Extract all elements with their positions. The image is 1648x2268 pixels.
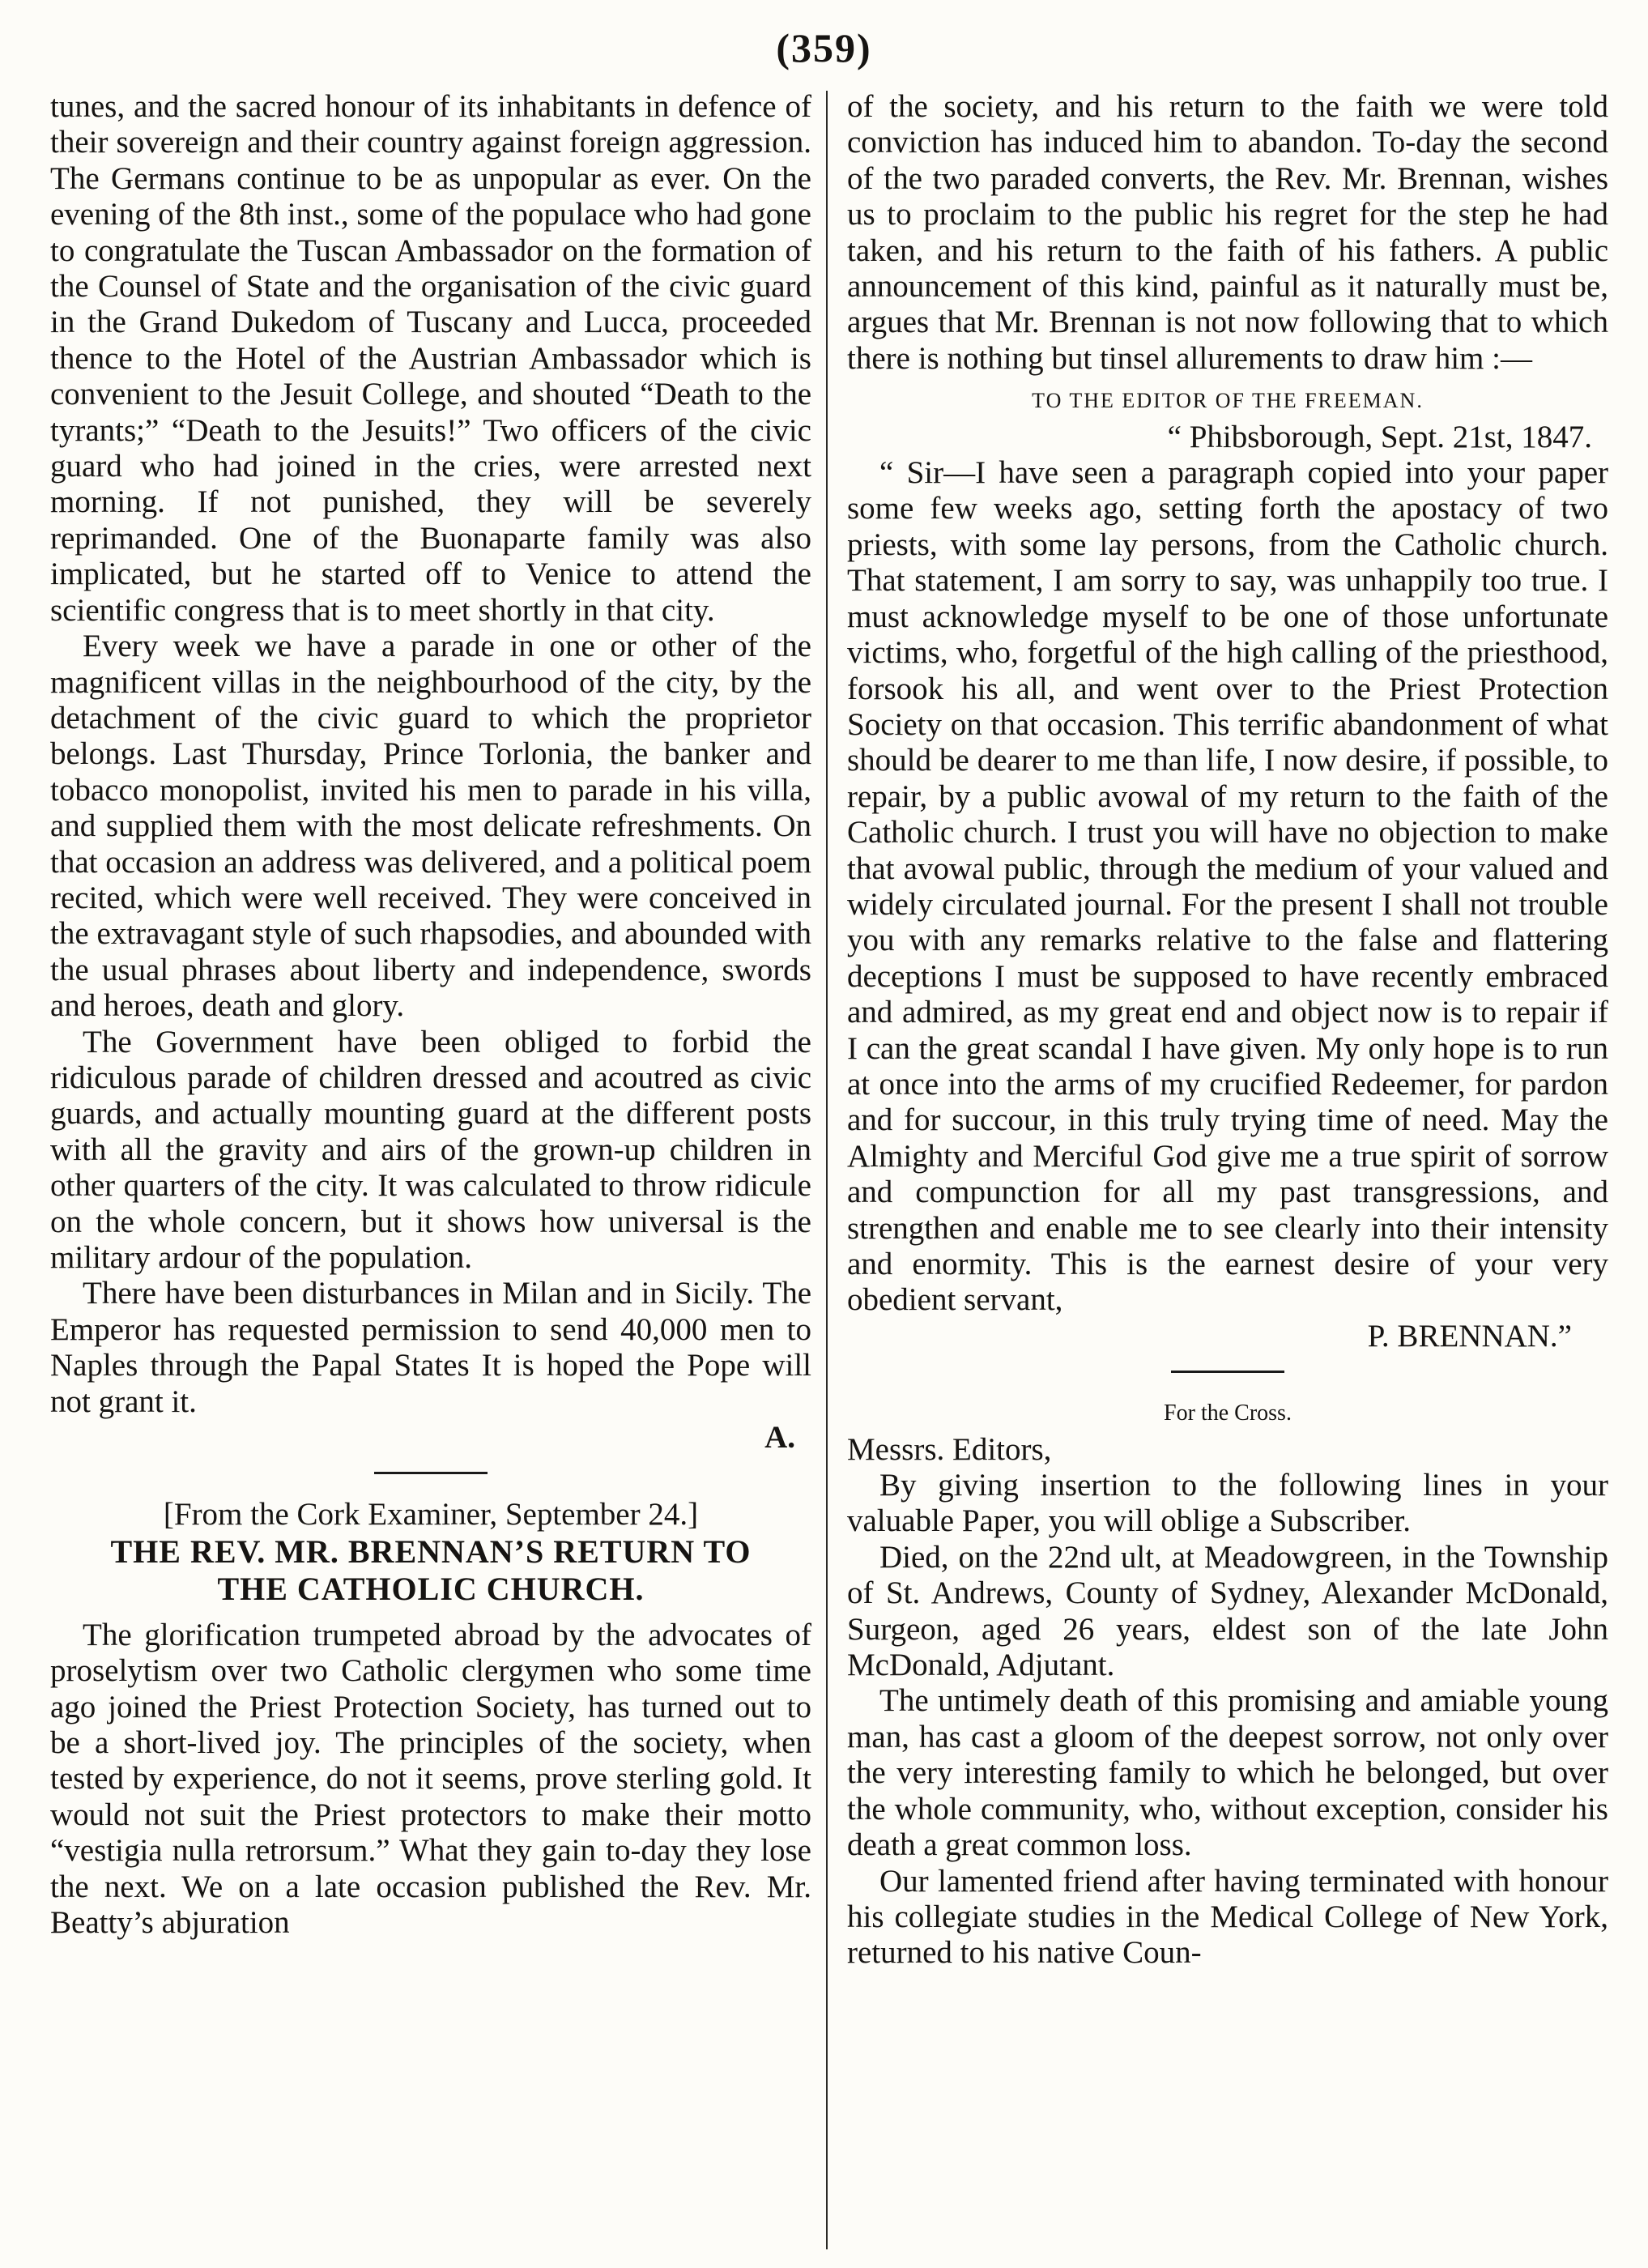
letter-signature: P. BRENNAN.” <box>1367 1318 1572 1354</box>
correspondent-signature: A. <box>764 1420 795 1456</box>
right-paragraph-2: Died, on the 22nd ult, at Meadowgreen, in the Township of St. Andrews, County of Sydney, Alexander McDonald, Surgeon, aged 26 years, eldest son of the late John McDonald, Adjutant. <box>847 1539 1608 1683</box>
article-headline-line-2: THE CATHOLIC CHURCH. <box>217 1570 645 1607</box>
left-paragraph-3: The Government have been obliged to forbid the ridiculous parade of children dressed and acoutred as civic guards, and actually mounting guard at the different posts with all the gravity and airs of the grown-up children in other quarters of the city. It was calculated to throw ridicule on the whole concern, but it shows how universal is the military ardour of the population. <box>50 1024 811 1275</box>
left-paragraph-4: There have been disturbances in Milan and in Sicily. The Emperor has requested permission to send 40,000 men to Naples through the Papal States It is hoped the Pope will not grant it. <box>50 1276 811 1419</box>
source-line: [From the Cork Examiner, September 24.] <box>163 1497 699 1533</box>
section-rule-right <box>1171 1371 1284 1373</box>
section-rule <box>374 1472 488 1474</box>
article-headline-line-1: THE REV. MR. BRENNAN’S RETURN TO <box>110 1533 752 1570</box>
right-intro-paragraph: of the society, and his return to the faith we were told conviction has induced him to abandon. To-day the second of the two paraded converts, the Rev. Mr. Brennan, wishes us to proclaim to the public his regret for the step he had taken, and his return to the faith of his fathers. A public announcement of this kind, painful as it naturally must be, argues that Mr. Brennan is not now following that to which there is nothing but tinsel allurements to draw him :— <box>847 89 1608 376</box>
right-column <box>847 89 1608 2252</box>
article-paragraph: The glorification trumpeted abroad by the advocates of proselytism over two Catholic clergymen who some time ago joined the Priest Protection Society, has turned out to be a short-lived joy. The principles of the society, when tested by experience, do not it seems, prove sterling gold. It would not suit the Priest protectors to make their motto “vestigia nulla retrorsum.” What they gain to-day they lose the next. We on a late occasion published the Rev. Mr. Beatty’s abjuration <box>50 1617 811 1941</box>
letter-header: TO THE EDITOR OF THE FREEMAN. <box>1032 389 1424 413</box>
left-paragraph-1: tunes, and the sacred honour of its inhabitants in defence of their sovereign and their country against foreign aggression. The Germans continue to be as unpopular as ever. On the evening of the 8th inst., some of the populace who had gone to congratulate the Tuscan Ambassador on the formation of the Counsel of State and the organisation of the civic guard in the Grand Dukedom of Tuscany and Lucca, proceeded thence to the Hotel of the Austrian Ambassador which is convenient to the Jesuit College, and shouted “Death to the tyrants;” “Death to the Jesuits!” Two officers of the civic guard who had joined in the cries, were arrested next morning. If not punished, they will be severely reprimanded. One of the Buonaparte family was also implicated, but he started off to Venice to attend the scientific congress that is to meet shortly in that city. <box>50 89 811 628</box>
letter-dateline: “ Phibsborough, Sept. 21st, 1847. <box>1167 419 1592 454</box>
right-paragraph-1: By giving insertion to the following lines in your valuable Paper, you will oblige a Subscriber. <box>847 1468 1608 1539</box>
left-paragraph-2: Every week we have a parade in one or other of the magnificent villas in the neighbourhood of the city, by the detachment of the civic guard to which the proprietor belongs. Last Thursday, Prince Torlonia, the banker and tobacco monopolist, invited his men to parade in his villa, and supplied them with the most delicate refreshments. On that occasion an address was delivered, and a political poem recited, which were well received. They were conceived in the extravagant style of such rhapsodies, and abounded with the usual phrases about liberty and independence, swords and heroes, death and glory. <box>50 629 811 1024</box>
column-divider <box>826 91 828 2249</box>
letter-body: “ Sir—I have seen a paragraph copied into your paper some few weeks ago, setting forth the apostacy of two priests, with some lay persons, from the Catholic church. That statement, I am sorry to say, was unhappily too true. I must acknowledge myself to be one of those unfortunate victims, who, forgetful of the high calling of the priesthood, forsook his all, and went over to the Priest Protection Society on that occasion. This terrific abandonment of what should be dearer to me than life, I now desire, if possible, to repair, by a public avowal of my return to the faith of the Catholic church. I trust you will have no objection to make that avowal public, through the medium of your valued and widely circulated journal. For the present I shall not trouble you with any remarks relative to the false and flattering deceptions I must be supposed to have recently embraced and admired, as my great end and object now is to repair if I can the great scandal I have given. My only hope is to run at once into the arms of my crucified Redeemer, for pardon and for succour, in this truly trying time of need. May the Almighty and Merciful God give me a true spirit of sorrow and compunction for all my past transgressions, and strengthen and enable me to see clearly into their intensity and enormity. This is the earnest desire of your very obedient servant, <box>847 455 1608 1318</box>
right-paragraph-4: Our lamented friend after having terminated with honour his collegiate studies in the Medical College of New York, returned to his native Coun- <box>847 1863 1608 1971</box>
for-the-cross-line: For the Cross. <box>1164 1400 1292 1426</box>
right-paragraph-3: The untimely death of this promising and amiable young man, has cast a gloom of the deepest sorrow, not only over the very interesting family to which he belonged, but over the whole community, who, without exception, consider his death a great common loss. <box>847 1683 1608 1863</box>
page-number: (359) <box>776 25 872 70</box>
left-column <box>50 89 811 2252</box>
salutation: Messrs. Editors, <box>847 1431 1052 1467</box>
